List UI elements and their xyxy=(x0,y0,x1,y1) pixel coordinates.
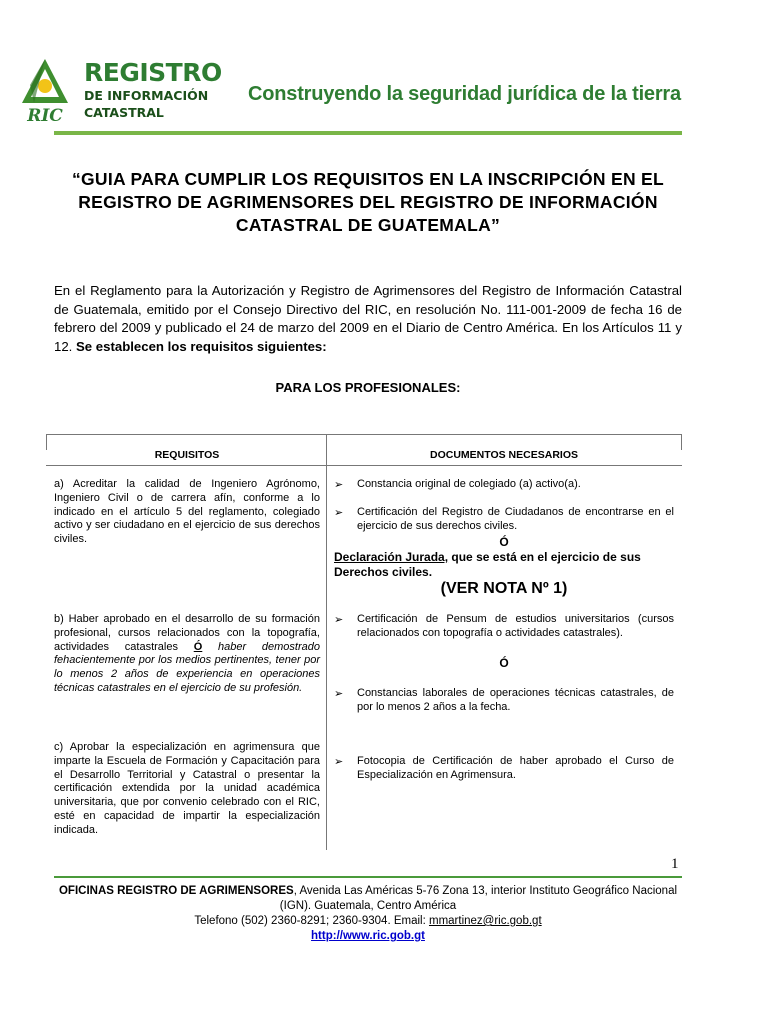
document-title: “GUIA PARA CUMPLIR LOS REQUISITOS EN LA INSCRIPCIÓN EN EL REGISTRO DE AGRIMENSORES DEL REGISTRO DE INFORMACIÓN CATASTRAL DE GUATEMALA” xyxy=(71,169,665,235)
footer-office: OFICINAS REGISTRO DE AGRIMENSORES xyxy=(58,885,294,897)
table-column-divider xyxy=(326,434,327,850)
doc-b1: Certificación de Pensum de estudios universitarios (cursos relacionados con topografía o actividades catastrales). xyxy=(357,613,674,639)
logo-informacion-text: DE INFORMACIÓN xyxy=(84,88,209,103)
declaracion-jurada-label: Declaración Jurada, xyxy=(334,550,449,564)
doc-a1: Constancia original de colegiado (a) activo(a). xyxy=(357,478,581,490)
header-documentos: DOCUMENTOS NECESARIOS xyxy=(430,449,578,461)
bullet-icon: ➢ xyxy=(334,688,344,700)
doc-c1: Fotocopia de Certificación de haber aprobado el Curso de Especialización en Agrimensura. xyxy=(357,755,674,781)
logo-ric-text: RIC xyxy=(27,106,63,125)
bullet-icon: ➢ xyxy=(334,614,344,626)
or-separator: Ó xyxy=(499,535,509,549)
intro-paragraph xyxy=(54,282,682,356)
bullet-icon: ➢ xyxy=(334,756,344,768)
footer-address: , Avenida Las Américas 5-76 Zona 13, interior Instituto Geográfico Nacional (IGN). Guatemala, Centro América xyxy=(279,885,678,912)
header-requisitos: REQUISITOS xyxy=(154,449,220,461)
footer-email-link[interactable]: mmartinez@ric.gob.gt xyxy=(428,915,542,927)
table-right-border xyxy=(681,434,682,450)
doc-a2: Certificación del Registro de Ciudadanos de encontrarse en el ejercicio de sus derechos civiles. xyxy=(357,506,674,532)
table-top-border xyxy=(46,434,682,435)
declaracion-jurada-text: que se está en el ejercicio de sus Derechos civiles. xyxy=(334,550,641,579)
or-separator: Ó xyxy=(499,656,509,670)
table-header-divider xyxy=(46,465,682,466)
requisito-c: c) Aprobar la especialización en agrimensura que imparte la Escuela de Formación y Capacitación para el Desarrollo Territorial y Catastral o presentar la certificación extendida por la unidad académica universitaria, que por convenio celebrado con el RIC, esté en capacidad de impartir la especialización indicada. xyxy=(54,741,320,836)
table-left-border xyxy=(46,434,47,450)
page-number: 1 xyxy=(671,856,679,872)
footer xyxy=(54,884,682,944)
nota-reference: (VER NOTA Nº 1) xyxy=(440,580,568,597)
header-divider xyxy=(54,131,682,135)
doc-b2: Constancias laborales de operaciones técnicas catastrales, de por lo menos 2 años a la fecha. xyxy=(357,687,674,713)
requisito-b-or: Ó xyxy=(193,640,203,653)
requisito-b xyxy=(54,613,320,696)
requisito-a: a) Acreditar la calidad de Ingeniero Agrónomo, Ingeniero Civil o de carrera afín, conforme a lo indicado en el artículo 5 del reglamento, colegiado activo y ser ciudadano en el ejercicio de sus derechos civiles. xyxy=(54,478,320,546)
bullet-icon: ➢ xyxy=(334,507,344,519)
requisito-b-italic: haber demostrado fehacientemente por los medios pertinentes, tener por lo menos 2 años de experiencia en operaciones técnicas catastrales en el ejercicio de su profesión. xyxy=(54,640,320,694)
logo-catastral-text: CATASTRAL xyxy=(84,105,164,120)
ric-logo xyxy=(10,55,80,125)
section-heading: PARA LOS PROFESIONALES: xyxy=(275,380,461,395)
requisito-b-text: b) Haber aprobado en el desarrollo de su formación profesional, cursos relacionados con la topografía, actividades catastrales xyxy=(54,613,320,653)
footer-divider xyxy=(54,876,682,878)
intro-text: En el Reglamento para la Autorización y Registro de Agrimensores del Registro de Información Catastral de Guatemala, emitido por el Consejo Directivo del RIC, en resolución No. 111-001-2009 de fecha 16 de febrero del 2009 y publicado el 24 de marzo del 2009 en el Diario de Centro América. En los Artículos 11 y 12. xyxy=(54,283,682,354)
intro-bold-text: Se establecen los requisitos siguientes: xyxy=(76,338,327,354)
bullet-icon: ➢ xyxy=(334,479,344,491)
doc-a-declaracion xyxy=(334,550,674,580)
footer-website-link[interactable]: http://www.ric.gob.gt xyxy=(311,930,425,942)
header-slogan: Construyendo la seguridad jurídica de la tierra xyxy=(248,83,681,105)
footer-phone: Telefono (502) 2360-8291; 2360-9304. Email: xyxy=(194,915,429,927)
logo-registro-text: REGISTRO xyxy=(84,58,222,87)
